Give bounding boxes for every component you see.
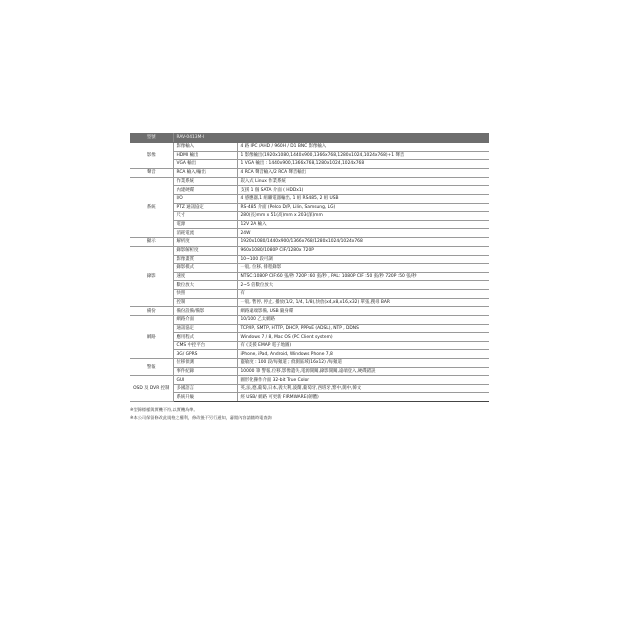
spec-value: 4 感應器,1 組繼電器輸出, 1 組 RS485, 2 組 USB bbox=[237, 194, 489, 203]
spec-value: 4 RCA 聲音輸入/2 RCA 聲音輸出 bbox=[237, 168, 489, 177]
spec-value: TCP/IP, SMTP, HTTP, DHCP, PPPoE (ADSL), NTP , DDNS bbox=[237, 324, 489, 333]
spec-value: 一般, 位移, 排程錄影 bbox=[237, 264, 489, 273]
category-cell: 備份 bbox=[130, 307, 173, 316]
spec-label: 位移偵測 bbox=[173, 359, 237, 368]
spec-value: 1920x1080/1440x900/1366x768/1280x1024/1024x768 bbox=[237, 237, 489, 246]
spec-label: 內建硬碟 bbox=[173, 186, 237, 195]
spec-label: 錄影解析度 bbox=[173, 246, 237, 255]
spec-value: Windows 7 / 8, Mac OS (PC Client system) bbox=[237, 333, 489, 342]
category-cell: 警報 bbox=[130, 359, 173, 376]
spec-value: 支援 1 個 SATA 介面 ( HDDx1) bbox=[237, 186, 489, 195]
spec-row bbox=[130, 168, 489, 177]
spec-row bbox=[130, 333, 489, 342]
spec-row bbox=[130, 177, 489, 186]
spec-label: VGA 輸出 bbox=[173, 160, 237, 169]
spec-value: 2~5 倍數位放大 bbox=[237, 281, 489, 290]
spec-value: 英,法,德,葡萄,日本,義大利,波蘭,葡萄牙,西班牙,繁中,簡中,韓文 bbox=[237, 384, 489, 393]
notes bbox=[130, 406, 489, 422]
spec-value: NTSC:1080P CIF:60 張/秒 720P :60 張/秒 , PAL: 1080P CIF :50 張/秒 720P :50 張/秒 bbox=[237, 272, 489, 281]
header-row bbox=[130, 133, 489, 143]
spec-row bbox=[130, 298, 489, 307]
model-value: RAV-0413M-I bbox=[173, 133, 489, 143]
spec-row bbox=[130, 255, 489, 264]
spec-row bbox=[130, 289, 489, 298]
category-cell: 顯示 bbox=[130, 237, 173, 246]
spec-row bbox=[130, 359, 489, 368]
spec-value: 圖形化操作介面 32-bit True Color bbox=[237, 376, 489, 385]
spec-value: 12V 2A 輸入 bbox=[237, 220, 489, 229]
spec-row bbox=[130, 272, 489, 281]
spec-label: 事件紀錄 bbox=[173, 367, 237, 376]
spec-row bbox=[130, 229, 489, 238]
spec-label: 錄影模式 bbox=[173, 264, 237, 273]
spec-label: PTZ 通訊協定 bbox=[173, 203, 237, 212]
spec-label: HDMI 輸出 bbox=[173, 151, 237, 160]
spec-label: 消耗電流 bbox=[173, 229, 237, 238]
spec-value: 1 VGA 輸出 : 1440x900,1366x768,1280x1024,1024x768 bbox=[237, 160, 489, 169]
spec-value: 1 影像輸出(1920x1080,1440x900,1366x768,1280x1024,1024x768)+1 聲音 bbox=[237, 151, 489, 160]
category-cell: 網路 bbox=[130, 316, 173, 359]
spec-row bbox=[130, 341, 489, 350]
spec-row bbox=[130, 324, 489, 333]
spec-label: CMS 中控平台 bbox=[173, 341, 237, 350]
spec-row bbox=[130, 143, 489, 152]
spec-value: 24W bbox=[237, 229, 489, 238]
spec-label: 網路介面 bbox=[173, 316, 237, 325]
spec-row bbox=[130, 281, 489, 290]
spec-value: 960x1080/1080P CIF/1280x 720P bbox=[237, 246, 489, 255]
note-2: ※本公司保留修改此規格之權利，修改後不另行通知，審閱內容請隨時電查詢 bbox=[130, 415, 272, 421]
spec-value: 崁入式 Linux 作業系統 bbox=[237, 177, 489, 186]
spec-row bbox=[130, 307, 489, 316]
spec-row bbox=[130, 393, 489, 402]
spec-row bbox=[130, 316, 489, 325]
spec-row bbox=[130, 246, 489, 255]
spec-value: 一般, 暫停, 停止, 播放(1/2, 1/4, 1/8),快放(x4,x8,x16,x32) 單張,搜尋 BAR bbox=[237, 298, 489, 307]
spec-row bbox=[130, 376, 489, 385]
spec-value: 靈敏度 : 100 段/每頻道 ; 偵測區域(16x12) /每頻道 bbox=[237, 359, 489, 368]
spec-label: GUI bbox=[173, 376, 237, 385]
spec-sheet bbox=[130, 133, 489, 422]
category-cell: 系統 bbox=[130, 177, 173, 237]
spec-value: 有 bbox=[237, 289, 489, 298]
model-label: 型號 bbox=[130, 133, 173, 143]
spec-label: 多國語言 bbox=[173, 384, 237, 393]
spec-label: 作業系統 bbox=[173, 177, 237, 186]
spec-label: 3G/ GPRS bbox=[173, 350, 237, 359]
spec-row bbox=[130, 151, 489, 160]
spec-label: 通訊協定 bbox=[173, 324, 237, 333]
spec-row bbox=[130, 194, 489, 203]
spec-row bbox=[130, 203, 489, 212]
spec-table bbox=[130, 133, 489, 402]
spec-label: 快照 bbox=[173, 289, 237, 298]
spec-label: 數位放大 bbox=[173, 281, 237, 290]
spec-row bbox=[130, 237, 489, 246]
spec-label: 尺寸 bbox=[173, 212, 237, 221]
spec-label: 應用程式 bbox=[173, 333, 237, 342]
spec-label: 解析度 bbox=[173, 237, 237, 246]
category-cell: OSD 及 DVR 控制 bbox=[130, 376, 173, 402]
spec-row bbox=[130, 384, 489, 393]
spec-value: 經 USB/ 網路 可更新 FIRMWARE(韌體) bbox=[237, 393, 489, 402]
spec-label: RCA 輸入/輸出 bbox=[173, 168, 237, 177]
category-cell: 影像 bbox=[130, 143, 173, 169]
category-cell: 錄影 bbox=[130, 246, 173, 306]
spec-value: iPhone, iPad, Android, Windows Phone 7,8 bbox=[237, 350, 489, 359]
spec-row bbox=[130, 350, 489, 359]
spec-value: 有 (支援 EMAP 電子地圖) bbox=[237, 341, 489, 350]
spec-value: 4 路 IPC /AHD / 960H / D1 BNC 影像輸入 bbox=[237, 143, 489, 152]
spec-row bbox=[130, 212, 489, 221]
category-cell: 聲音 bbox=[130, 168, 173, 177]
spec-label: 備份設備/備影 bbox=[173, 307, 237, 316]
spec-row bbox=[130, 220, 489, 229]
spec-value: RS-485 介面 (Pelco D/P, Lilin, Samsung, LG) bbox=[237, 203, 489, 212]
spec-row bbox=[130, 264, 489, 273]
spec-label: 影像畫質 bbox=[173, 255, 237, 264]
spec-label: 速度 bbox=[173, 272, 237, 281]
note-1: ※型錄標樣與實機不符,以實機為準。 bbox=[130, 407, 198, 413]
spec-value: 10000 筆 警報,位移,影像遺失,電源開關,錄影開關,遠端登入,硬碟錯誤 bbox=[237, 367, 489, 376]
spec-value: 10~100 段可調 bbox=[237, 255, 489, 264]
spec-row bbox=[130, 367, 489, 376]
spec-row bbox=[130, 160, 489, 169]
spec-label: I/O bbox=[173, 194, 237, 203]
spec-label: 系統升級 bbox=[173, 393, 237, 402]
spec-row bbox=[130, 186, 489, 195]
spec-label: 影像輸入 bbox=[173, 143, 237, 152]
spec-label: 電源 bbox=[173, 220, 237, 229]
spec-value: 280(長)mm x 51(高)mm x 203(深)mm bbox=[237, 212, 489, 221]
spec-value: 10/100 乙太網路 bbox=[237, 316, 489, 325]
spec-label: 控制 bbox=[173, 298, 237, 307]
spec-value: 網路遠端影備, USB 隨身碟 bbox=[237, 307, 489, 316]
